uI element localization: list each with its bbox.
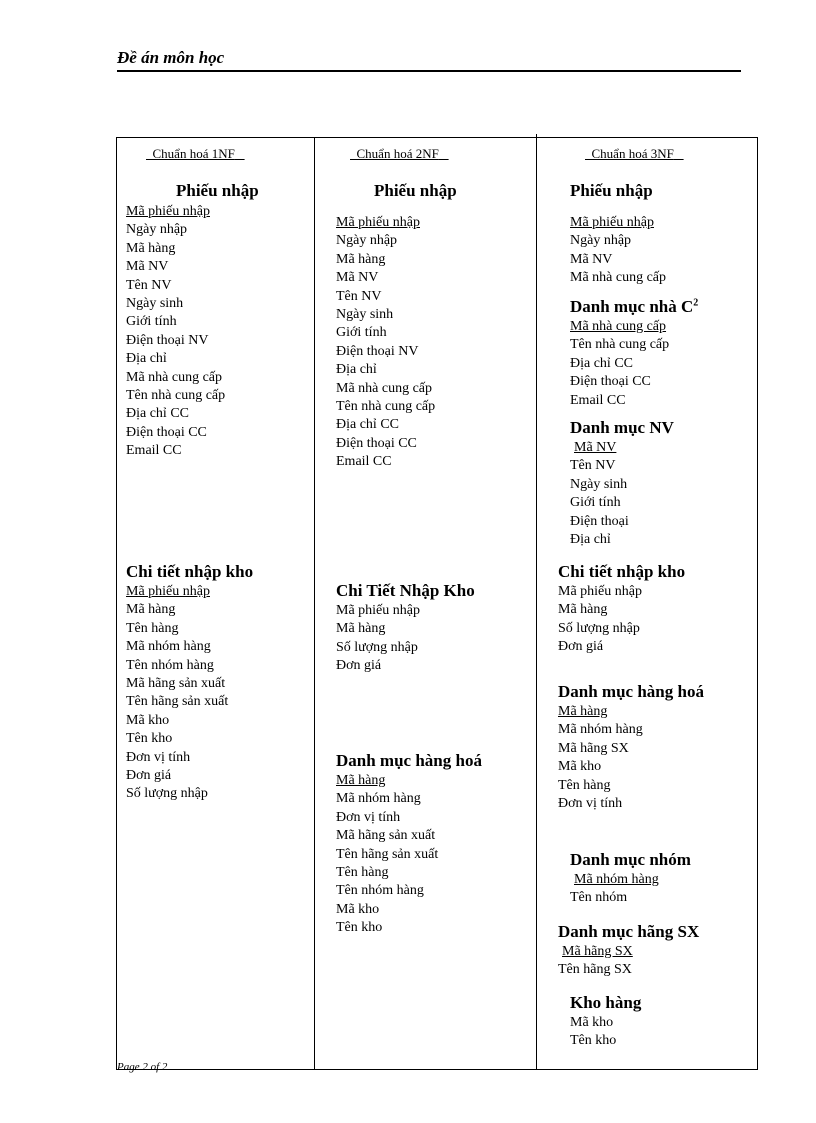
field: Tên hàng [558, 777, 611, 793]
header-rule [117, 70, 741, 72]
field: Tên NV [336, 288, 382, 304]
field: Mã hãng SX [558, 740, 629, 756]
field: Tên NV [570, 458, 616, 474]
block-3nf-danh-muc-hang-sx [558, 921, 699, 980]
field: Tên nhà cung cấp [126, 388, 226, 404]
fields-1nf-phieu-nhap [126, 203, 225, 461]
field: Địa chỉ CC [126, 406, 189, 422]
field: Mã hãng sản xuất [336, 828, 436, 844]
key-field: Mã nhóm hàng [574, 872, 659, 887]
field: Địa chỉ CC [570, 355, 633, 371]
field: Mã nhà cung cấp [570, 270, 667, 286]
field: Đơn giá [558, 639, 604, 655]
field: Email CC [126, 443, 182, 459]
field: Đơn vị tính [558, 796, 623, 812]
field: Điện thoại NV [126, 332, 209, 348]
field: Mã hàng [558, 602, 608, 618]
key-field: Mã nhà cung cấp [570, 319, 667, 334]
field: Đơn vị tính [336, 809, 401, 825]
field: Ngày sinh [336, 307, 394, 323]
field: Ngày nhập [570, 233, 632, 249]
key-field: Mã NV [574, 440, 617, 455]
field: Email CC [570, 392, 626, 408]
block-title: Phiếu nhập [570, 181, 653, 200]
field: Điện thoại CC [570, 374, 651, 390]
page-footer: Page 2 of 2 [117, 1061, 168, 1073]
field: Tên nhà cung cấp [570, 337, 670, 353]
field: Mã NV [570, 251, 613, 267]
field: Số lượng nhập [558, 620, 640, 636]
key-field: Mã phiếu nhập [126, 584, 210, 599]
field: Mã kho [126, 712, 170, 728]
field: Mã nhóm hàng [126, 639, 211, 655]
key-field: Mã hàng [336, 773, 386, 788]
page-header-title: Đề án môn học [117, 48, 225, 67]
column-header-2nf: Chuẩn hoá 2NF [356, 146, 439, 161]
block-title: Chi tiết nhập kho [126, 562, 254, 581]
field: Tên nhóm hàng [336, 883, 424, 899]
field: Địa chỉ [570, 532, 611, 548]
field: Mã nhà cung cấp [336, 380, 433, 396]
field: Mã nhóm hàng [558, 722, 643, 738]
field: Ngày sinh [570, 476, 628, 492]
field: Tên hãng sản xuất [336, 846, 439, 862]
block-title: Danh mục NV [570, 418, 674, 437]
block-3nf-kho-hang [570, 992, 641, 1051]
block-3nf-phieu-nhap [570, 180, 653, 202]
block-title: Chi Tiết Nhập Kho [336, 581, 475, 600]
field: Mã kho [570, 1015, 614, 1030]
field: Ngày nhập [336, 233, 398, 249]
field: Tên hàng [126, 620, 179, 636]
block-2nf-phieu-nhap [374, 180, 457, 202]
block-1nf-chi-tiet-nhap-kho [126, 561, 253, 804]
block-title: Danh mục nhóm [570, 850, 691, 869]
key-field: Mã phiếu nhập [336, 215, 420, 230]
field: Giới tính [336, 325, 387, 341]
field: Địa chỉ CC [336, 417, 399, 433]
key-field: Mã phiếu nhập [126, 204, 210, 219]
field: Tên nhóm hàng [126, 657, 214, 673]
field: Ngày nhập [126, 222, 188, 238]
field: Mã phiếu nhập [558, 584, 642, 599]
block-title: Phiếu nhập [374, 181, 457, 200]
field: Đơn vị tính [126, 749, 191, 765]
field: Email CC [336, 454, 392, 470]
field: Mã nhóm hàng [336, 791, 421, 807]
column-divider [314, 138, 315, 1069]
field: Mã hàng [336, 621, 386, 637]
block-3nf-chi-tiet-nhap-kho [558, 561, 685, 657]
field: Điện thoại [570, 513, 629, 529]
block-title: Danh mục hãng SX [558, 922, 700, 941]
block-title: Danh mục hàng hoá [336, 751, 482, 770]
field: Giới tính [126, 314, 177, 330]
fields-2nf-phieu-nhap [336, 214, 435, 472]
column-header-3nf: Chuẩn hoá 3NF [591, 146, 674, 161]
block-3nf-danh-muc-hang-hoa [558, 681, 704, 813]
block-2nf-danh-muc-hang-hoa [336, 750, 482, 938]
field: Ngày sinh [126, 296, 184, 312]
field: Tên hãng sản xuất [126, 694, 229, 710]
field: Mã hàng [336, 251, 386, 267]
field: Mã nhà cung cấp [126, 369, 223, 385]
field: Số lượng nhập [336, 639, 418, 655]
field: Mã NV [336, 270, 379, 286]
field: Giới tính [570, 495, 621, 511]
field: Tên hàng [336, 865, 389, 881]
field: Địa chỉ [126, 351, 167, 367]
block-3nf-danh-muc-nv [570, 417, 674, 549]
field: Tên NV [126, 277, 172, 293]
field: Tên hãng SX [558, 962, 632, 978]
block-1nf-phieu-nhap [176, 180, 259, 202]
column-divider [536, 134, 537, 1069]
field: Điện thoại CC [336, 435, 417, 451]
block-3nf-danh-muc-nhom [570, 849, 691, 908]
field: Điện thoại NV [336, 343, 419, 359]
field: Tên kho [570, 1033, 617, 1049]
field: Tên nhóm [570, 890, 628, 906]
field: Tên nhà cung cấp [336, 399, 436, 415]
field: Mã hãng sản xuất [126, 676, 226, 692]
field: Đơn giá [336, 658, 382, 674]
block-2nf-chi-tiet-nhap-kho [336, 580, 475, 676]
block-title: Danh mục hàng hoá [558, 682, 704, 701]
key-field: Mã phiếu nhập [570, 215, 654, 230]
field: Mã NV [126, 259, 169, 275]
field: Mã hàng [126, 602, 176, 618]
key-field: Mã hàng [558, 704, 608, 719]
normalization-table [116, 137, 758, 1070]
field: Địa chỉ [336, 362, 377, 378]
field: Đơn giá [126, 768, 172, 784]
block-3nf-danh-muc-nha-cc [570, 296, 698, 410]
field: Điện thoại CC [126, 424, 207, 440]
field: Mã kho [558, 759, 602, 775]
field: Tên kho [126, 731, 173, 747]
field: Tên kho [336, 920, 383, 936]
fields-3nf-phieu-nhap [570, 214, 666, 288]
field: Mã kho [336, 901, 380, 917]
field: Mã phiếu nhập [336, 603, 420, 618]
field: Số lượng nhập [126, 786, 208, 802]
key-field: Mã hãng SX [562, 944, 633, 959]
block-title: Kho hàng [570, 993, 642, 1012]
column-header-1nf: Chuẩn hoá 1NF [152, 146, 235, 161]
block-title: Danh mục nhà $C^2$ [570, 297, 699, 316]
block-title: Chi tiết nhập kho [558, 562, 686, 581]
field: Mã hàng [126, 240, 176, 256]
block-title: Phiếu nhập [176, 181, 259, 200]
